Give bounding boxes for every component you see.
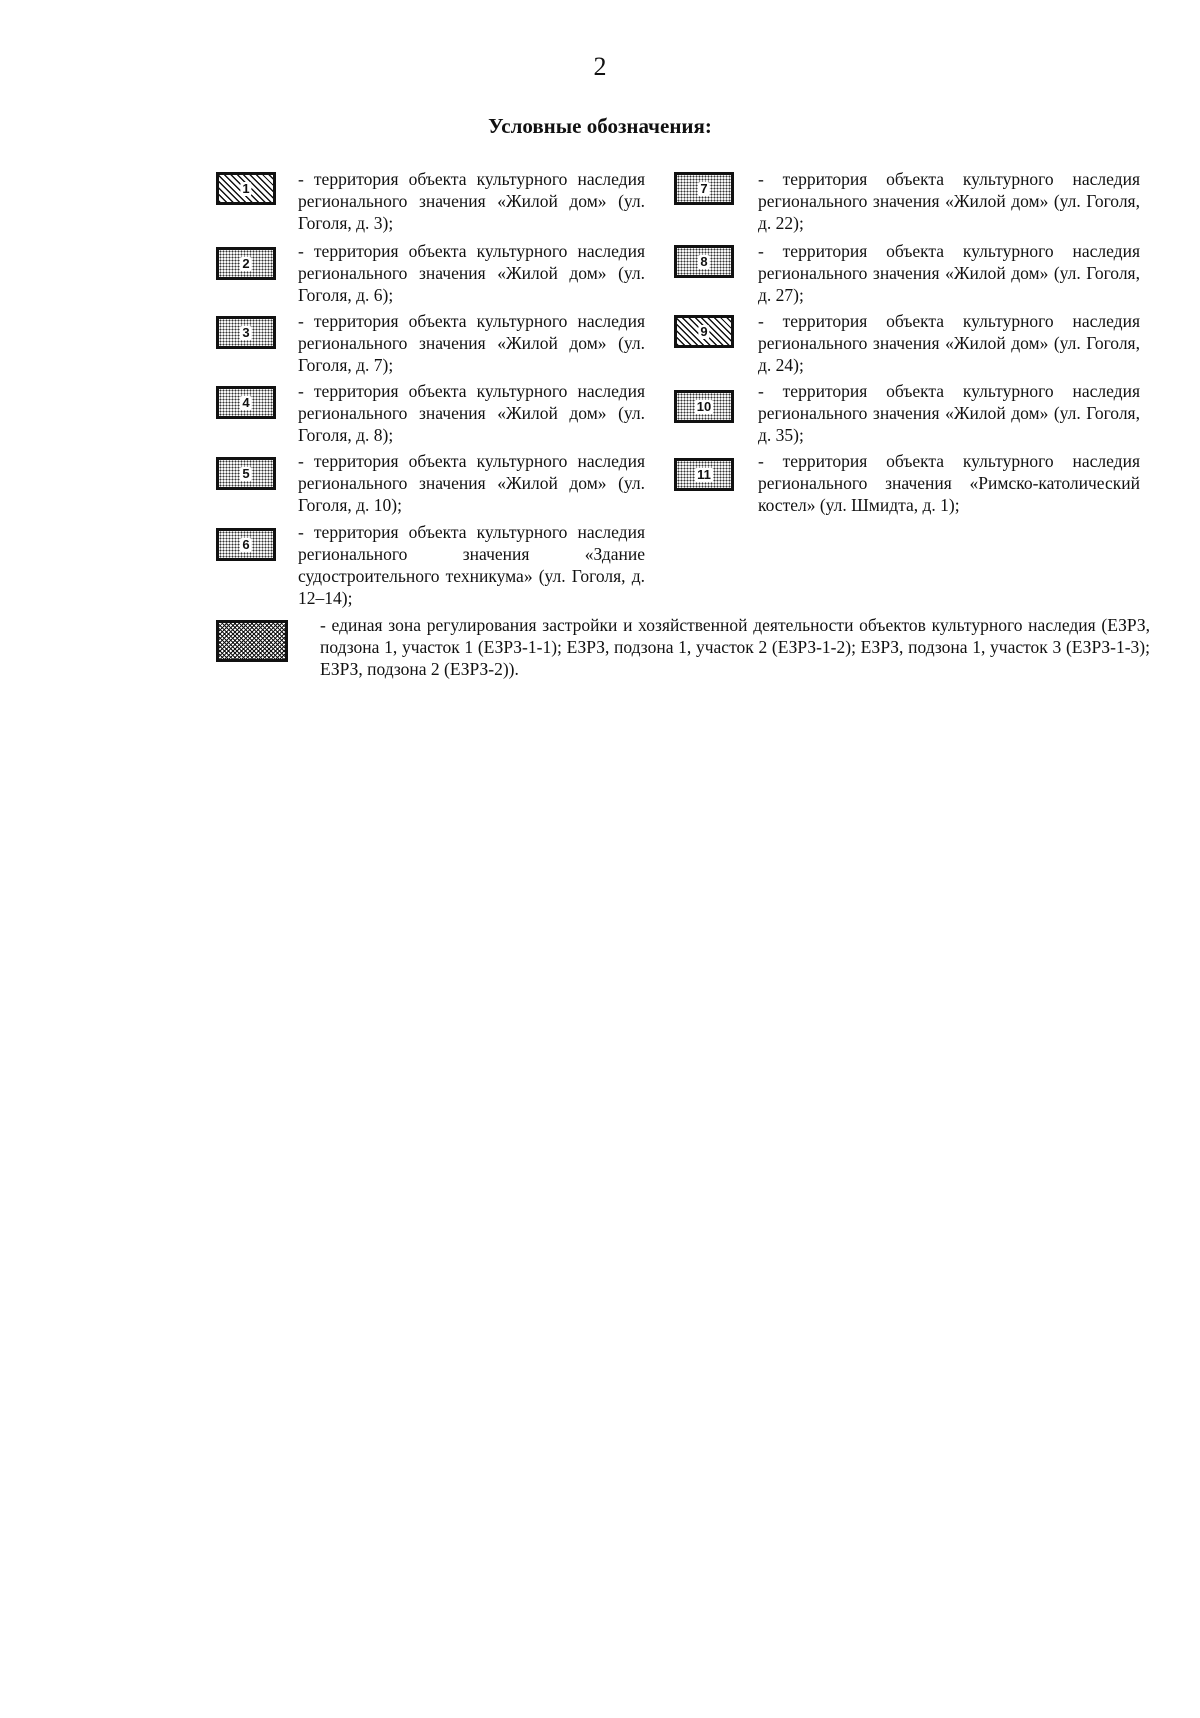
- legend-swatch-4: [216, 386, 276, 419]
- legend-swatch-number: 2: [242, 255, 250, 271]
- legend-item-text: - территория объекта культурного наследия регионального значения «Жилой дом» (ул. Гоголя, д. 22);: [758, 169, 1140, 233]
- legend-swatch-number: 11: [697, 466, 711, 482]
- legend-swatch-number: 9: [700, 323, 708, 339]
- legend-swatch-5: [216, 457, 276, 490]
- legend-swatch-number: 5: [242, 465, 250, 481]
- zone-text: - единая зона регулирования застройки и хозяйственной деятельности объектов культурного наследия (ЕЗРЗ, подзона 1, участок 1 (ЕЗРЗ-1-1); ЕЗРЗ, подзона 1, участок 2 (ЕЗРЗ-1-2); ЕЗРЗ, подзона 1, участок 3 (ЕЗРЗ-1-3); ЕЗРЗ, подзона 2 (ЕЗРЗ-2)).: [320, 615, 1150, 679]
- legend-swatch-number: 1: [242, 180, 250, 196]
- legend-swatch-number: 7: [700, 180, 708, 196]
- legend-swatch-3: [216, 316, 276, 349]
- legend-item-text: - территория объекта культурного наследия регионального значения «Жилой дом» (ул. Гоголя, д. 8);: [298, 381, 645, 445]
- legend-swatch-11: [674, 458, 734, 491]
- legend-item-text: - территория объекта культурного наследия регионального значения «Жилой дом» (ул. Гоголя, д. 6);: [298, 241, 645, 305]
- legend-swatch-9: [674, 315, 734, 348]
- page-number: 2: [593, 52, 607, 81]
- legend-item-text: - территория объекта культурного наследия регионального значения «Жилой дом» (ул. Гоголя, д. 3);: [298, 169, 645, 233]
- legend-swatch-7: [674, 172, 734, 205]
- legend-item-text: - территория объекта культурного наследия регионального значения «Жилой дом» (ул. Гоголя, д. 10);: [298, 451, 645, 515]
- legend-swatch-number: 10: [696, 398, 712, 414]
- legend-swatch-number: 3: [242, 324, 250, 340]
- legend-swatch-10: [674, 390, 734, 423]
- legend-item-text: - территория объекта культурного наследия регионального значения «Жилой дом» (ул. Гоголя, д. 27);: [758, 241, 1140, 305]
- legend-swatch-1: [216, 172, 276, 205]
- legend-swatch-number: 8: [700, 253, 708, 269]
- legend-item-text: - территория объекта культурного наследия регионального значения «Здание судостроительного техникума» (ул. Гоголя, д. 12–14);: [298, 522, 645, 608]
- legend-heading: Условные обозначения:: [488, 114, 712, 138]
- legend-item-text: - территория объекта культурного наследия регионального значения «Жилой дом» (ул. Гоголя, д. 7);: [298, 311, 645, 375]
- legend-item-text: - территория объекта культурного наследия регионального значения «Жилой дом» (ул. Гоголя, д. 35);: [758, 381, 1140, 445]
- legend-swatch-number: 6: [242, 536, 250, 552]
- zone-swatch: [216, 620, 288, 662]
- legend-swatch-2: [216, 247, 276, 280]
- legend-item-text: - территория объекта культурного наследия регионального значения «Жилой дом» (ул. Гоголя, д. 24);: [758, 311, 1140, 375]
- legend-swatch-6: [216, 528, 276, 561]
- legend-swatch-number: 4: [242, 394, 250, 410]
- legend-item-text: - территория объекта культурного наследия регионального значения «Римско-католический костел» (ул. Шмидта, д. 1);: [758, 451, 1140, 515]
- legend-swatch-8: [674, 245, 734, 278]
